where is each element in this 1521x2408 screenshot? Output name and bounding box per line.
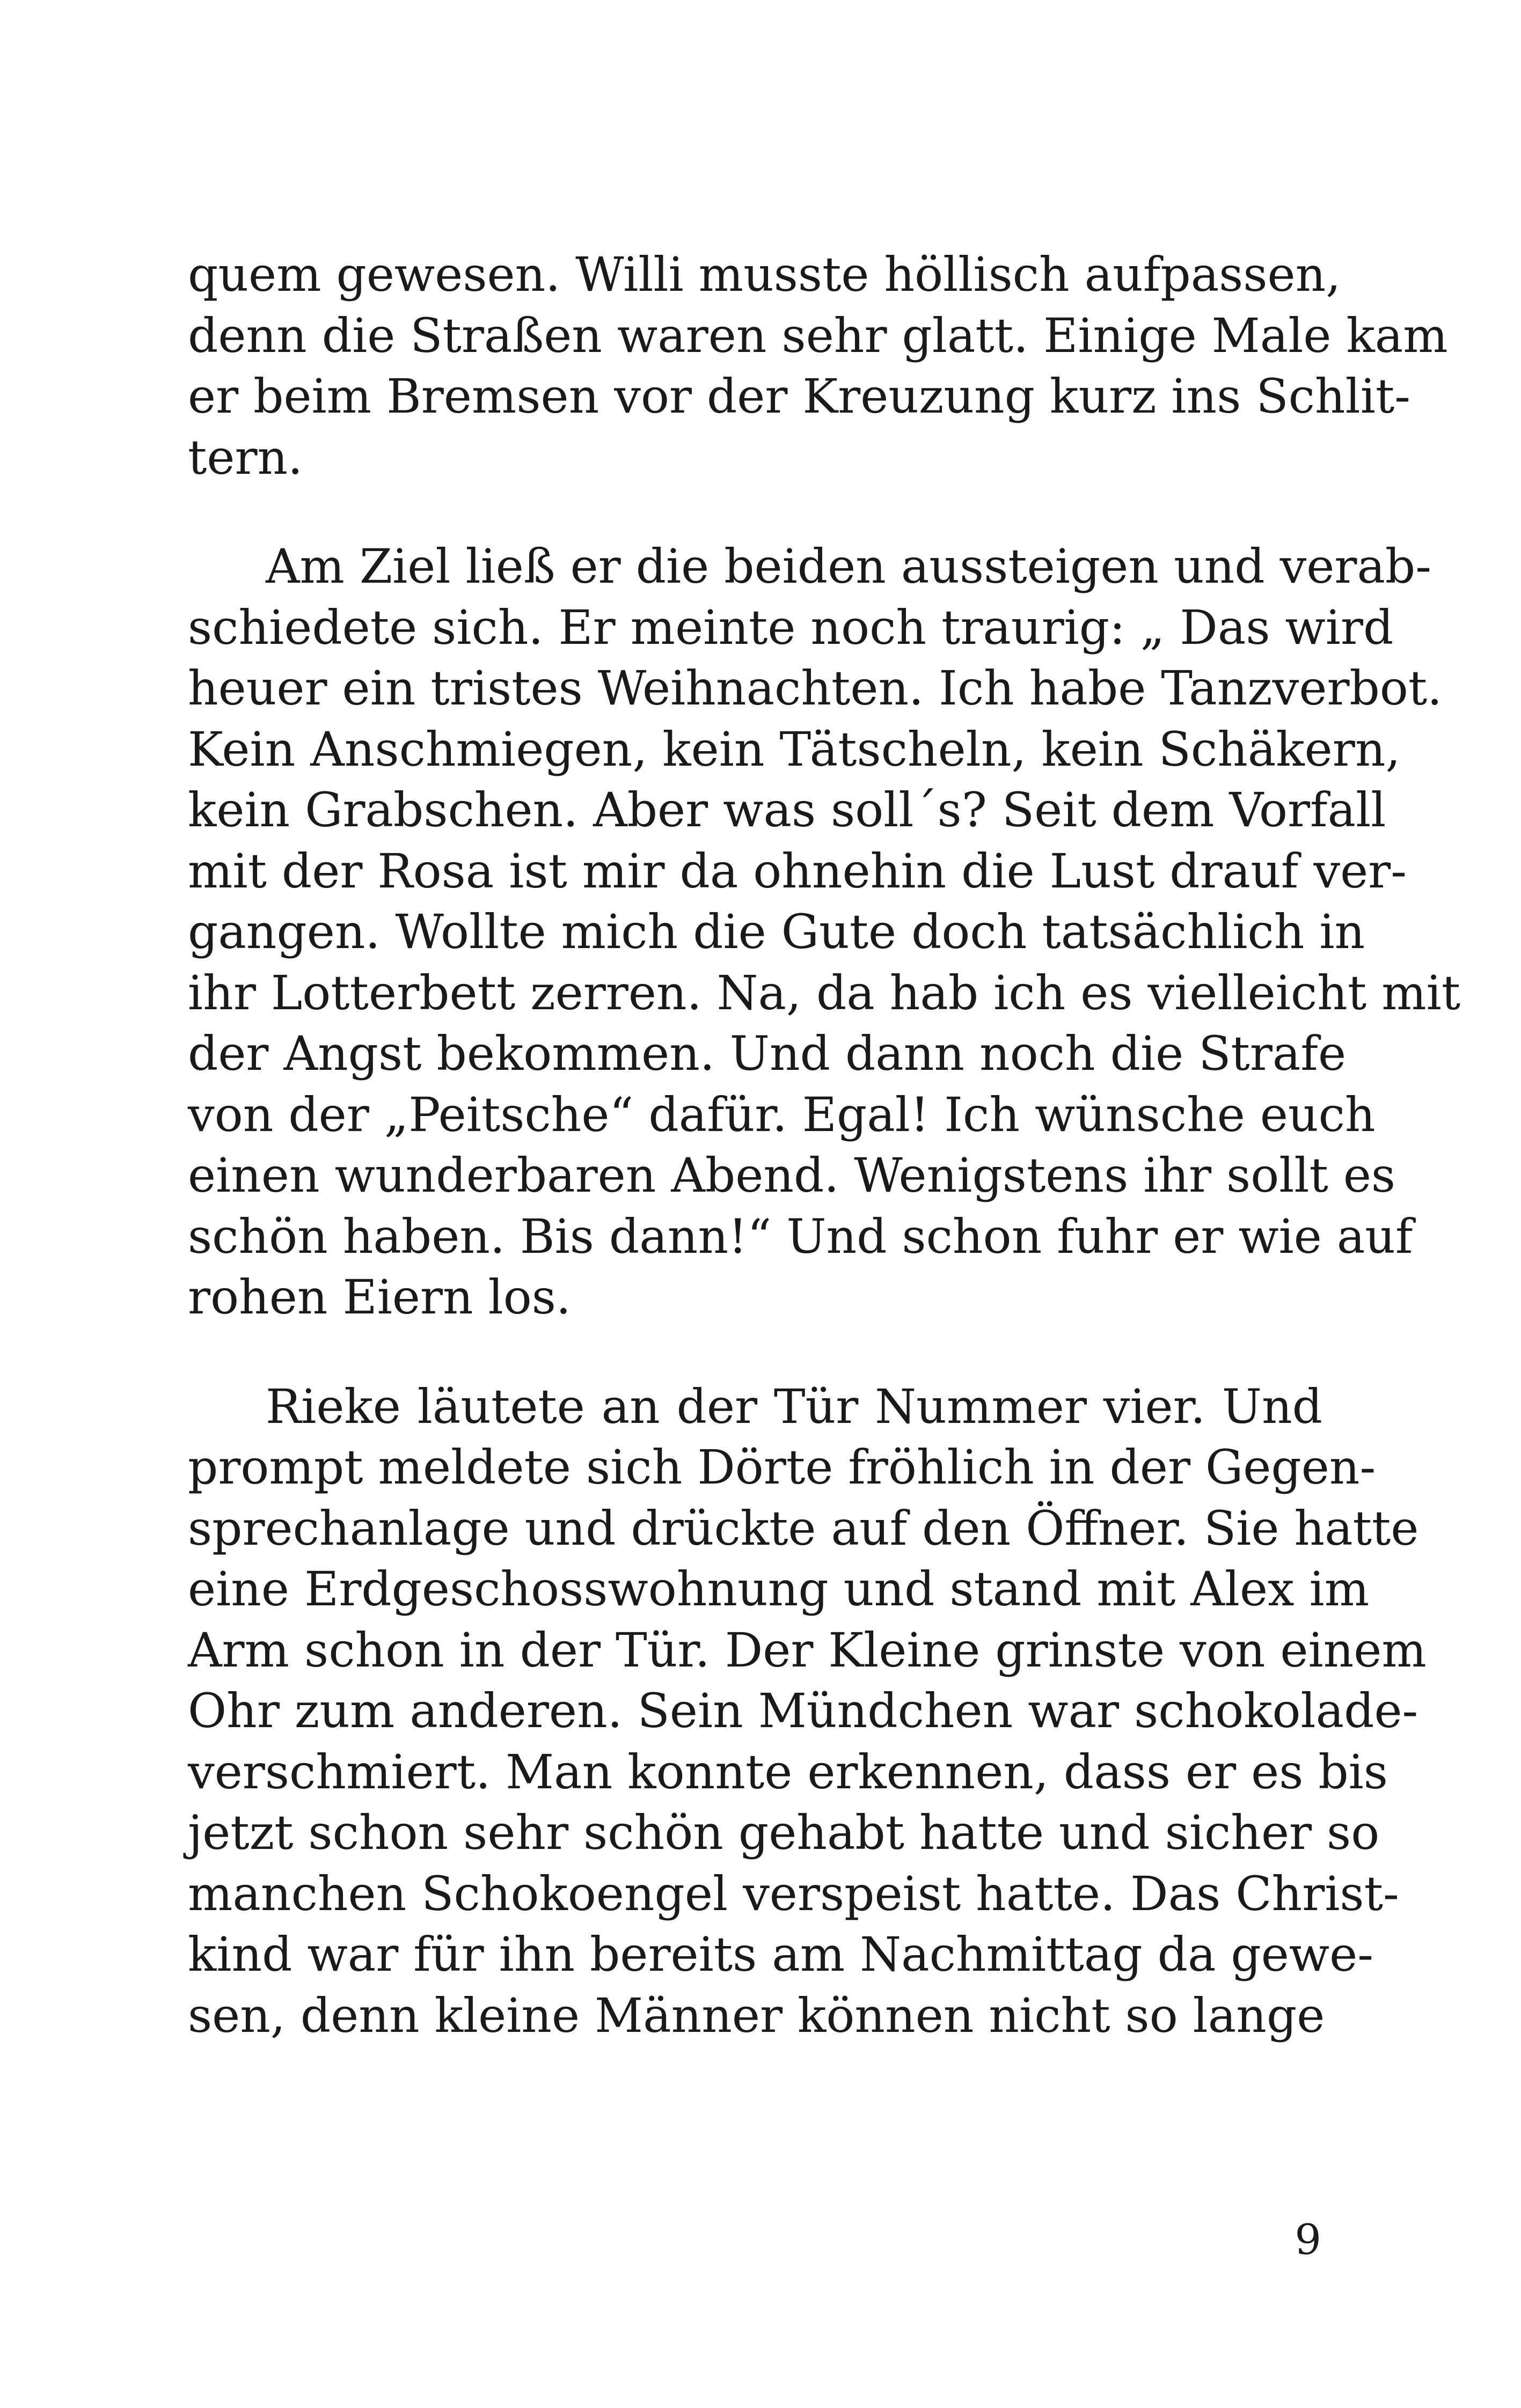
- page-number: 9: [1295, 2216, 1321, 2264]
- text-line: einen wunderbaren Abend. Wenigstens ihr sollt es: [188, 1148, 1396, 1203]
- text-line: er beim Bremsen vor der Kreuzung kurz ins Schlit-: [188, 369, 1410, 424]
- text-line: gangen. Wollte mich die Gute doch tatsächlich in: [188, 904, 1365, 959]
- text-line: schön haben. Bis dann!“ Und schon fuhr er wie auf: [188, 1208, 1413, 1264]
- paragraph-2: [188, 536, 1461, 1328]
- text-line: rohen Eiern los.: [188, 1269, 571, 1325]
- text-line: schiedete sich. Er meinte noch traurig: „ Das wird: [188, 599, 1394, 655]
- text-line: manchen Schokoengel verspeist hatte. Das Christ-: [188, 1866, 1399, 1921]
- text-line: heuer ein tristes Weihnachten. Ich habe Tanzverbot.: [188, 660, 1443, 716]
- text-line: eine Erdgeschosswohnung und stand mit Alex im: [188, 1561, 1370, 1617]
- body-text: [188, 244, 1461, 2046]
- text-line: Kein Anschmiegen, kein Tätscheln, kein Schäkern,: [188, 721, 1401, 777]
- text-line: ihr Lotterbett zerren. Na, da hab ich es vielleicht mit: [188, 965, 1461, 1021]
- text-line: der Angst bekommen. Und dann noch die Strafe: [188, 1026, 1347, 1081]
- text-line: jetzt schon sehr schön gehabt hatte und sicher so: [188, 1805, 1380, 1860]
- text-line: kein Grabschen. Aber was soll´s? Seit dem Vorfall: [188, 782, 1386, 838]
- text-line: Rieke läutete an der Tür Nummer vier. Und: [266, 1378, 1322, 1434]
- text-line: verschmiert. Man konnte erkennen, dass er es bis: [188, 1744, 1388, 1800]
- text-line: prompt meldete sich Dörte fröhlich in der Gegen-: [188, 1440, 1376, 1495]
- text-line: Arm schon in der Tür. Der Kleine grinste von einem: [188, 1622, 1427, 1678]
- text-line: kind war für ihn bereits am Nachmittag da gewe-: [188, 1927, 1373, 1982]
- paragraph-3: [188, 1376, 1427, 2046]
- text-line: quem gewesen. Willi musste höllisch aufpassen,: [188, 247, 1341, 302]
- text-line: Am Ziel ließ er die beiden aussteigen und verab-: [266, 539, 1431, 594]
- text-line: mit der Rosa ist mir da ohnehin die Lust drauf ver-: [188, 843, 1407, 899]
- text-line: sprechanlage und drückte auf den Öffner. Sie hatte: [188, 1500, 1419, 1556]
- paragraph-1: [188, 244, 1448, 488]
- text-line: tern.: [188, 429, 303, 485]
- text-line: denn die Straßen waren sehr glatt. Einige Male kam: [188, 307, 1448, 363]
- text-line: von der „Peitsche“ dafür. Egal! Ich wünsche euch: [188, 1086, 1376, 1142]
- text-line: Ohr zum anderen. Sein Mündchen war schokolade-: [188, 1683, 1418, 1738]
- text-line: sen, denn kleine Männer können nicht so lange: [188, 1987, 1325, 2043]
